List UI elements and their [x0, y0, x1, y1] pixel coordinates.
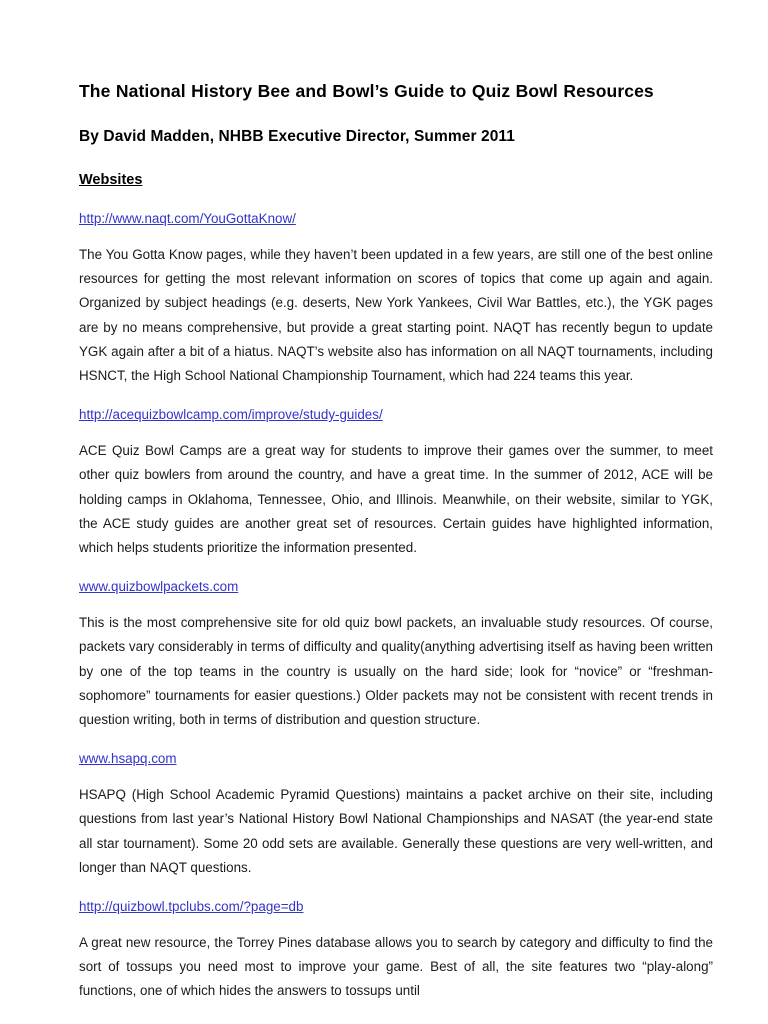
resource-entry-torrey-pines	[79, 896, 713, 1004]
document-content	[79, 78, 713, 1004]
resource-link[interactable]: www.hsapq.com	[79, 751, 177, 767]
resource-link[interactable]: http://www.naqt.com/YouGottaKnow/	[79, 211, 296, 226]
resource-link[interactable]: http://quizbowl.tpclubs.com/?page=db	[79, 899, 304, 915]
resource-description: HSAPQ (High School Academic Pyramid Questions) maintains a packet archive on their site, including questions from last year’s National History Bowl National Championships and NASAT (the year-end state all star tournament). Some 20 odd sets are available. Generally these questions are very well-written, and longer than NAQT questions.	[79, 787, 713, 875]
resource-entry-quizbowlpackets	[79, 576, 713, 732]
resource-description: This is the most comprehensive site for old quiz bowl packets, an invaluable study resources. Of course, packets vary considerably in terms of difficulty and quality(anything advertising itself as having been written by one of the top teams in the country is usually on the hard side; look for “novice” or “freshman-sophomore” tournaments for easier questions.) Older packets may not be consistent with recent trends in question writing, both in terms of distribution and question structure.	[79, 615, 713, 728]
resource-entry-naqt	[79, 208, 713, 388]
resource-link[interactable]: www.quizbowlpackets.com	[79, 579, 239, 595]
section-heading-websites: Websites	[79, 172, 143, 188]
resource-link[interactable]: http://acequizbowlcamp.com/improve/study-guides/	[79, 407, 383, 423]
resource-description: ACE Quiz Bowl Camps are a great way for students to improve their games over the summer, to meet other quiz bowlers from around the country, and have a great time. In the summer of 2012, ACE will be holding camps in Oklahoma, Tennessee, Ohio, and Illinois. Meanwhile, on their website, similar to YGK, the ACE study guides are another great set of resources. Certain guides have highlighted information, which helps students prioritize the information presented.	[79, 443, 713, 556]
resource-description: The You Gotta Know pages, while they haven’t been updated in a few years, are still one of the best online resources for getting the most relevant information on scores of topics that come up again and again. Organized by subject headings (e.g. deserts, New York Yankees, Civil War Battles, etc.), the YGK pages are by no means comprehensive, but provide a great starting point. NAQT has recently begun to update YGK again after a bit of a hiatus. NAQT’s website also has information on all NAQT tournaments, including HSNCT, the High School National Championship Tournament, which had 224 teams this year.	[79, 247, 713, 384]
resource-description: A great new resource, the Torrey Pines database allows you to search by category and difficulty to find the sort of tossups you need most to improve your game. Best of all, the site features two “play-along” functions, one of which hides the answers to tossups until	[79, 935, 713, 999]
resource-entry-acequizbowlcamp	[79, 404, 713, 560]
page-title: The National History Bee and Bowl’s Guide to Quiz Bowl Resources	[79, 81, 654, 101]
document-byline: By David Madden, NHBB Executive Director, Summer 2011	[79, 128, 516, 145]
resource-entry-hsapq	[79, 748, 713, 880]
